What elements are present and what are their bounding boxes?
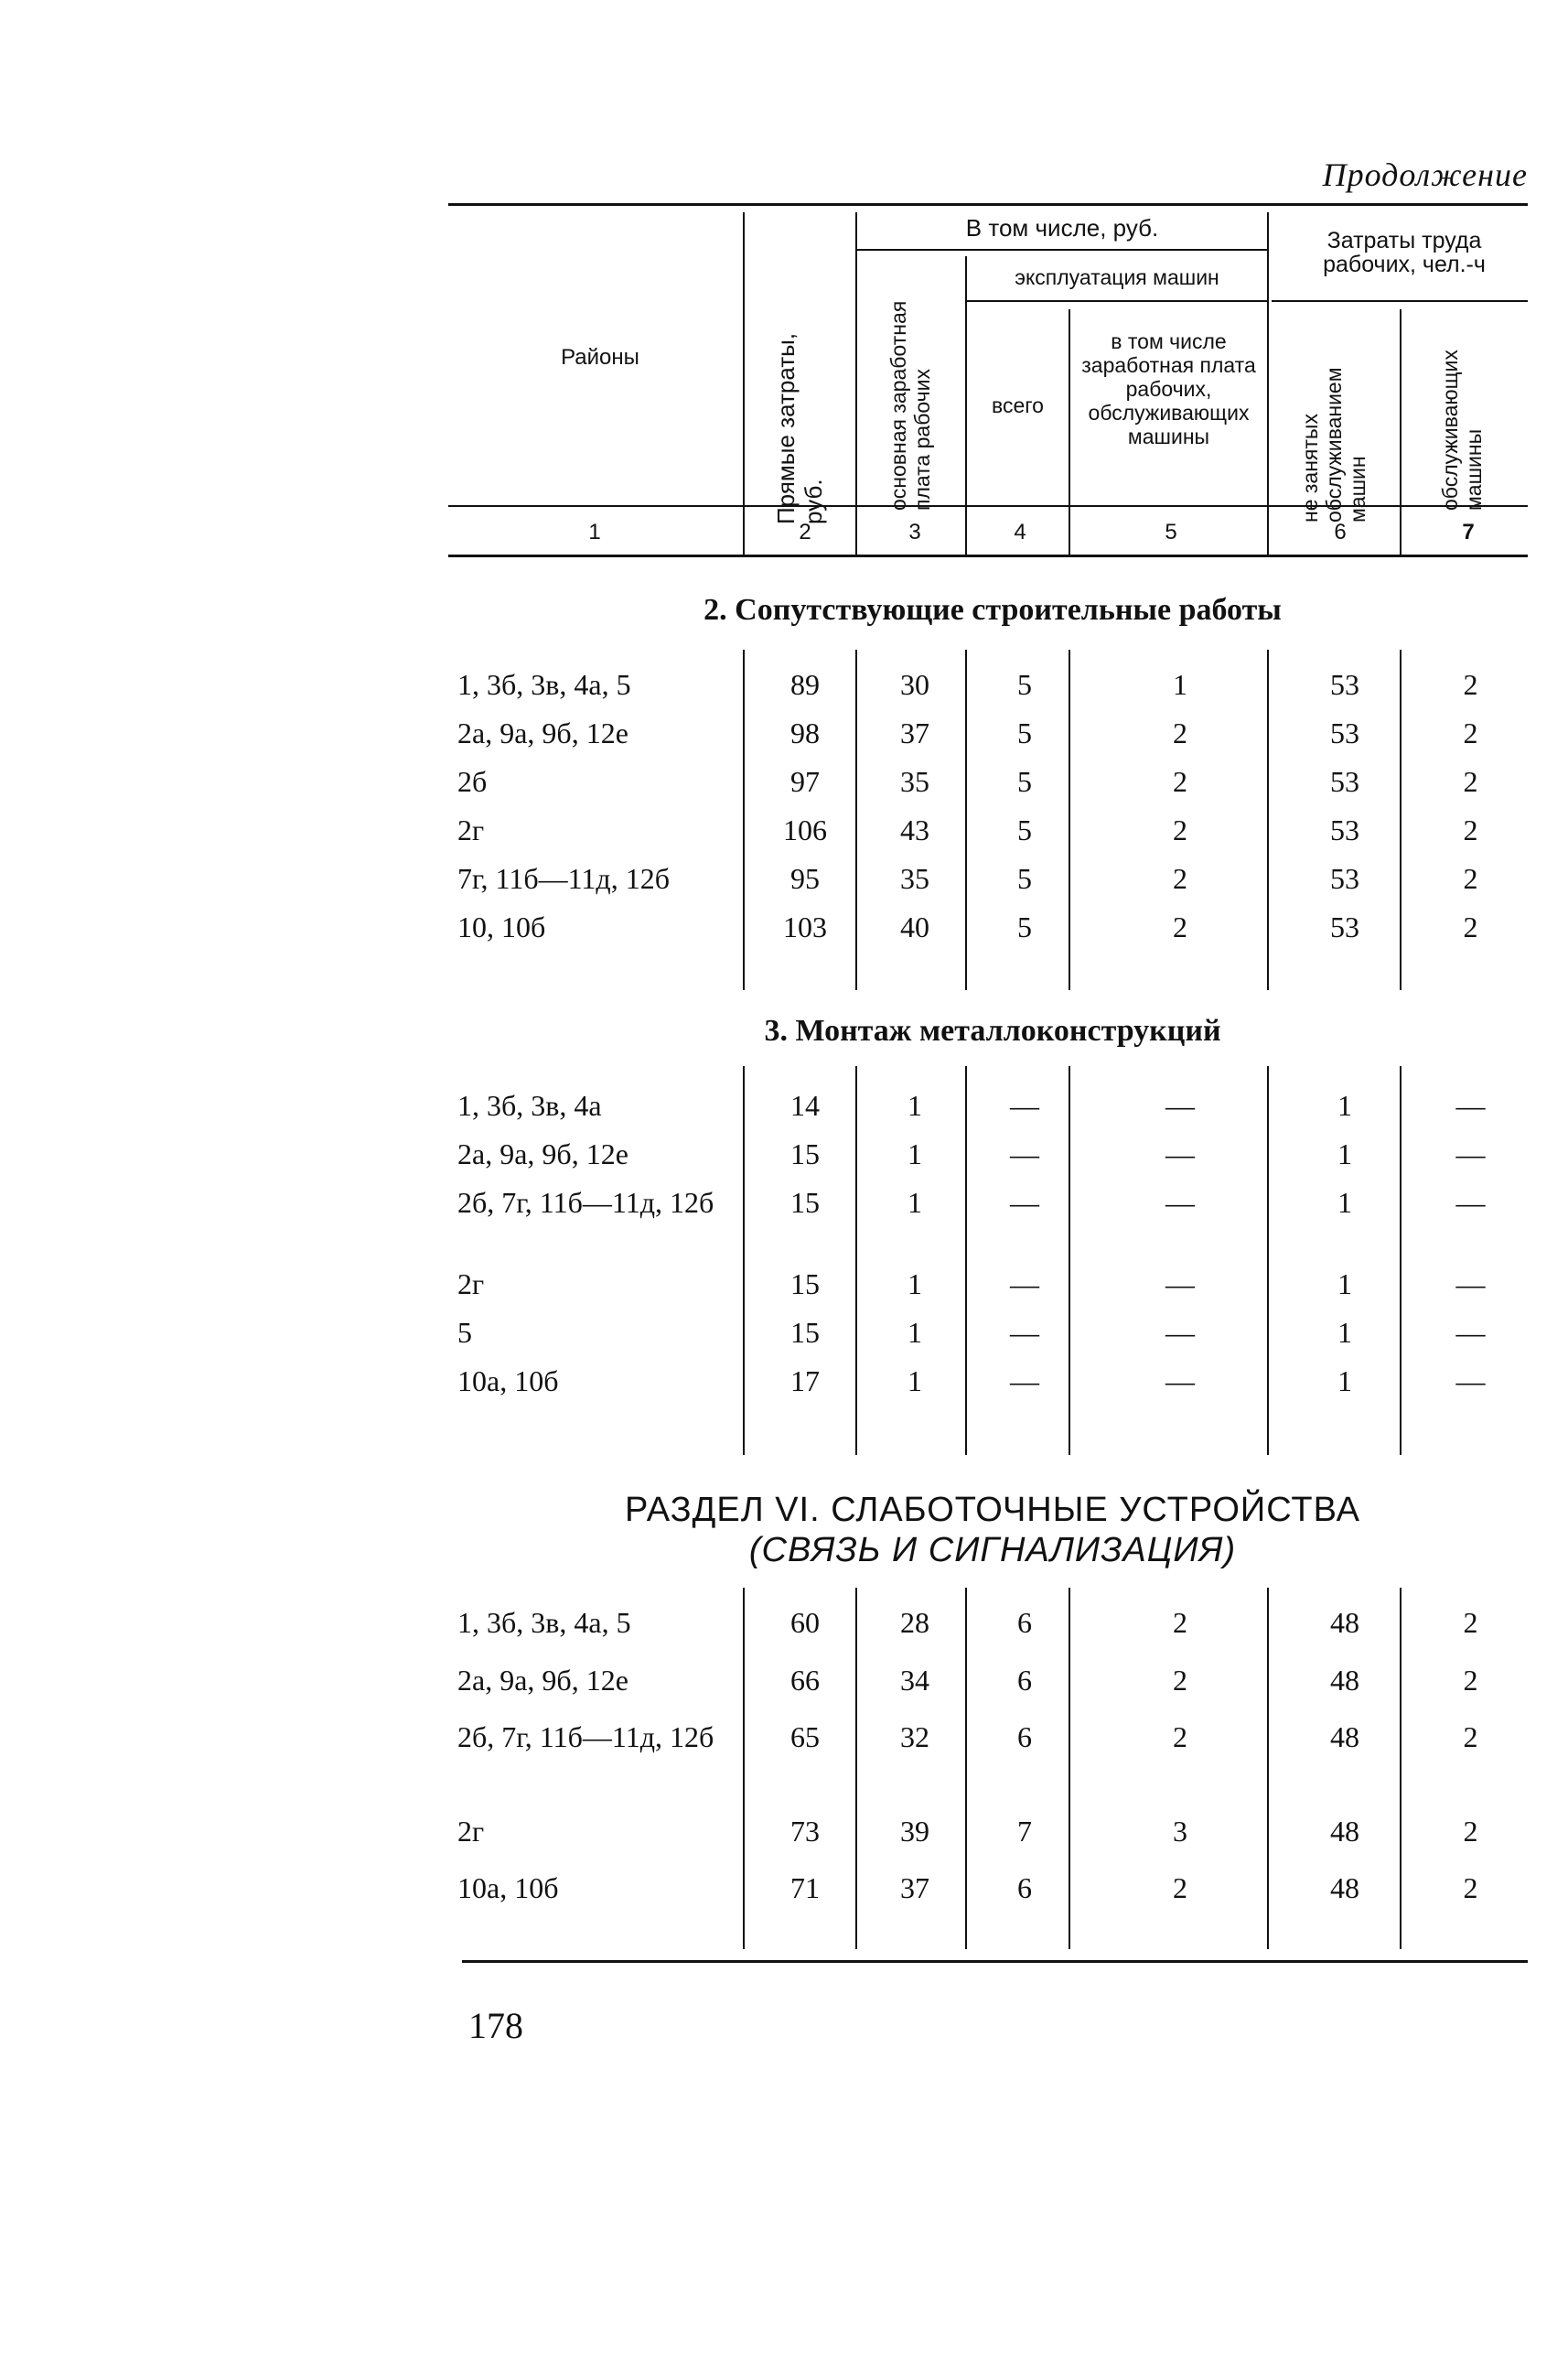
cell-direct-costs: 103 <box>783 911 827 943</box>
cell-labor-other: 1 <box>1337 1316 1352 1349</box>
cell-district: 2а, 9а, 9б, 12е <box>457 717 628 749</box>
cell-base-wages: 1 <box>908 1267 922 1300</box>
cell-labor-machines: — <box>1455 1267 1486 1300</box>
cell-labor-machines: — <box>1455 1364 1486 1397</box>
cell-machine-wages: — <box>1165 1137 1195 1170</box>
hdr-vline-1 <box>743 212 745 555</box>
cell-direct-costs: 71 <box>790 1871 820 1904</box>
cell-labor-machines: — <box>1455 1186 1486 1219</box>
cell-district: 1, 3б, 3в, 4а, 5 <box>457 1606 631 1639</box>
cell-labor-other: 1 <box>1337 1089 1352 1122</box>
cell-direct-costs: 66 <box>790 1664 820 1697</box>
cell-direct-costs: 17 <box>790 1364 820 1397</box>
header-base-wages: основная заработная плата рабочих <box>886 300 934 511</box>
header-rayony: Районы <box>561 345 639 370</box>
cell-base-wages: 39 <box>900 1815 929 1848</box>
cell-machines-total: 6 <box>1017 1720 1032 1753</box>
cell-district: 2б <box>457 765 488 798</box>
table-row <box>0 1137 1568 1185</box>
cell-machines-total: 5 <box>1017 765 1032 798</box>
colnum-5: 5 <box>1165 520 1177 544</box>
cell-base-wages: 35 <box>900 765 929 798</box>
cell-machine-wages: — <box>1165 1316 1195 1349</box>
section-title-2: 2. Сопутствующие строительные работы <box>703 593 1282 627</box>
cell-labor-machines: — <box>1455 1137 1486 1170</box>
cell-machines-total: — <box>1010 1186 1039 1219</box>
table-row <box>0 668 1568 716</box>
section-title-3: 3. Монтаж металлоконструкций <box>764 1014 1221 1048</box>
cell-machines-total: — <box>1010 1267 1039 1300</box>
cell-district: 7г, 11б—11д, 12б <box>457 862 670 895</box>
cell-labor-machines: 2 <box>1463 1664 1478 1697</box>
cell-machine-wages: 2 <box>1173 862 1187 895</box>
cell-labor-machines: 2 <box>1463 911 1478 943</box>
cell-labor-other: 48 <box>1330 1720 1359 1753</box>
cell-labor-other: 1 <box>1337 1267 1352 1300</box>
cell-machine-wages: 2 <box>1173 717 1187 749</box>
cell-labor-other: 48 <box>1330 1815 1359 1848</box>
cell-machines-total: — <box>1010 1364 1039 1397</box>
cell-machine-wages: — <box>1165 1267 1195 1300</box>
header-not-servicing: не занятых обслуживанием машин <box>1298 367 1369 523</box>
cell-labor-other: 53 <box>1330 668 1359 701</box>
cell-district: 2б, 7г, 11б—11д, 12б <box>457 1720 714 1753</box>
cell-labor-other: 53 <box>1330 862 1359 895</box>
cell-machines-total: — <box>1010 1316 1039 1349</box>
cell-labor-other: 53 <box>1330 717 1359 749</box>
colnum-1: 1 <box>588 520 601 544</box>
table-bottom-rule <box>462 1960 1528 1963</box>
cell-direct-costs: 15 <box>790 1316 820 1349</box>
header-total: всего <box>992 393 1044 417</box>
table-row <box>0 1871 1568 1919</box>
cell-direct-costs: 73 <box>790 1815 820 1848</box>
cell-labor-machines: 2 <box>1463 862 1478 895</box>
hdr-vline-5 <box>1267 212 1269 555</box>
cell-base-wages: 37 <box>900 1871 929 1904</box>
cell-machines-total: 6 <box>1017 1664 1032 1697</box>
cell-labor-machines: 2 <box>1463 1606 1478 1639</box>
cell-base-wages: 1 <box>908 1316 922 1349</box>
table-row <box>0 1267 1568 1315</box>
cell-base-wages: 40 <box>900 911 929 943</box>
cell-machines-total: 5 <box>1017 862 1032 895</box>
cell-labor-other: 1 <box>1337 1364 1352 1397</box>
header-servicing: обслуживающих машины <box>1438 350 1486 511</box>
cell-machine-wages: — <box>1165 1186 1195 1219</box>
rub-group-rule <box>855 249 1267 251</box>
cell-direct-costs: 60 <box>790 1606 820 1639</box>
cell-labor-machines: 2 <box>1463 1815 1478 1848</box>
cell-base-wages: 35 <box>900 862 929 895</box>
section-title-6 <box>457 1490 1528 1570</box>
colnum-4: 4 <box>1014 520 1026 544</box>
cell-machines-total: 6 <box>1017 1871 1032 1904</box>
cell-base-wages: 34 <box>900 1664 929 1697</box>
table-row <box>0 911 1568 958</box>
cell-labor-other: 53 <box>1330 765 1359 798</box>
cell-direct-costs: 15 <box>790 1137 820 1170</box>
header-group-labor: Затраты труда рабочих, чел.-ч <box>1323 228 1486 277</box>
cell-machine-wages: 2 <box>1173 765 1187 798</box>
cell-base-wages: 43 <box>900 814 929 846</box>
cell-district: 10, 10б <box>457 911 546 943</box>
continuation-label: Продолжение <box>1322 156 1528 193</box>
cell-machine-wages: 2 <box>1173 1720 1187 1753</box>
hdr-vline-6 <box>1400 309 1402 555</box>
cell-machine-wages: 2 <box>1173 1664 1187 1697</box>
cell-district: 2а, 9а, 9б, 12е <box>457 1664 628 1697</box>
cell-labor-other: 1 <box>1337 1186 1352 1219</box>
table-row <box>0 1316 1568 1363</box>
cell-base-wages: 28 <box>900 1606 929 1639</box>
table-row <box>0 814 1568 861</box>
colnum-6: 6 <box>1334 520 1347 544</box>
cell-labor-machines: 2 <box>1463 1871 1478 1904</box>
cell-machines-total: 5 <box>1017 717 1032 749</box>
cell-direct-costs: 65 <box>790 1720 820 1753</box>
cell-district: 1, 3б, 3в, 4а <box>457 1089 602 1122</box>
cell-district: 10а, 10б <box>457 1871 559 1904</box>
cell-labor-machines: 2 <box>1463 765 1478 798</box>
table-row <box>0 1089 1568 1137</box>
table-row <box>0 1606 1568 1654</box>
cell-direct-costs: 95 <box>790 862 820 895</box>
cell-machines-total: 5 <box>1017 668 1032 701</box>
table-top-rule <box>448 203 1528 206</box>
cell-machine-wages: 2 <box>1173 911 1187 943</box>
cell-machine-wages: — <box>1165 1089 1195 1122</box>
machines-group-rule <box>965 300 1267 302</box>
header-direct-costs: Прямые затраты, руб. <box>772 332 827 524</box>
header-group-rub: В том числе, руб. <box>965 214 1159 242</box>
cell-labor-other: 48 <box>1330 1606 1359 1639</box>
cell-labor-machines: 2 <box>1463 668 1478 701</box>
cell-machine-wages: — <box>1165 1364 1195 1397</box>
cell-base-wages: 30 <box>900 668 929 701</box>
cell-district: 2г <box>457 1267 485 1300</box>
table-row <box>0 1364 1568 1412</box>
cell-base-wages: 1 <box>908 1364 922 1397</box>
colnum-7: 7 <box>1462 520 1475 544</box>
cell-district: 2г <box>457 1815 485 1848</box>
column-numbers-rule <box>448 555 1528 557</box>
cell-base-wages: 1 <box>908 1089 922 1122</box>
cell-labor-other: 53 <box>1330 814 1359 846</box>
cell-machine-wages: 2 <box>1173 1871 1187 1904</box>
cell-base-wages: 1 <box>908 1137 922 1170</box>
cell-district: 1, 3б, 3в, 4а, 5 <box>457 668 631 701</box>
cell-labor-machines: — <box>1455 1089 1486 1122</box>
cell-machine-wages: 2 <box>1173 1606 1187 1639</box>
hdr-vline-4 <box>1069 309 1070 555</box>
cell-direct-costs: 98 <box>790 717 820 749</box>
cell-machines-total: 6 <box>1017 1606 1032 1639</box>
cell-machines-total: 5 <box>1017 814 1032 846</box>
hdr-vline-2 <box>855 212 857 555</box>
cell-base-wages: 1 <box>908 1186 922 1219</box>
table-row <box>0 1664 1568 1711</box>
table-row <box>0 1186 1568 1234</box>
cell-labor-other: 1 <box>1337 1137 1352 1170</box>
labor-group-rule <box>1272 300 1528 302</box>
table-row <box>0 765 1568 813</box>
cell-direct-costs: 106 <box>783 814 827 846</box>
cell-base-wages: 37 <box>900 717 929 749</box>
cell-direct-costs: 15 <box>790 1267 820 1300</box>
cell-direct-costs: 89 <box>790 668 820 701</box>
cell-district: 5 <box>457 1316 472 1349</box>
table-row <box>0 1815 1568 1862</box>
cell-district: 2г <box>457 814 485 846</box>
cell-labor-machines: — <box>1455 1316 1486 1349</box>
table-row <box>0 1720 1568 1768</box>
cell-district: 10а, 10б <box>457 1364 559 1397</box>
cell-direct-costs: 14 <box>790 1089 820 1122</box>
colnum-2: 2 <box>799 520 811 544</box>
cell-labor-machines: 2 <box>1463 1720 1478 1753</box>
cell-direct-costs: 97 <box>790 765 820 798</box>
cell-district: 2а, 9а, 9б, 12е <box>457 1137 628 1170</box>
cell-machine-wages: 1 <box>1173 668 1187 701</box>
cell-machines-total: 5 <box>1017 911 1032 943</box>
cell-labor-machines: 2 <box>1463 814 1478 846</box>
colnum-3: 3 <box>908 520 921 544</box>
table-row <box>0 717 1568 764</box>
cell-base-wages: 32 <box>900 1720 929 1753</box>
cell-direct-costs: 15 <box>790 1186 820 1219</box>
cell-district: 2б, 7г, 11б—11д, 12б <box>457 1186 714 1219</box>
header-group-machines: эксплуатация машин <box>1015 265 1219 289</box>
cell-machines-total: — <box>1010 1137 1039 1170</box>
cell-machines-total: — <box>1010 1089 1039 1122</box>
header-machine-wages: в том числе заработная плата рабочих, обслуживающих машины <box>1081 329 1256 448</box>
cell-labor-machines: 2 <box>1463 717 1478 749</box>
cell-labor-other: 48 <box>1330 1664 1359 1697</box>
cell-labor-other: 48 <box>1330 1871 1359 1904</box>
page-number: 178 <box>468 2005 523 2046</box>
section-title-6-line2: (СВЯЗЬ И СИГНАЛИЗАЦИЯ) <box>748 1531 1237 1569</box>
cell-machines-total: 7 <box>1017 1815 1032 1848</box>
cell-machine-wages: 3 <box>1173 1815 1187 1848</box>
cell-labor-other: 53 <box>1330 911 1359 943</box>
section-title-6-line1: РАЗДЕЛ VI. СЛАБОТОЧНЫЕ УСТРОЙСТВА <box>624 1491 1361 1529</box>
table-row <box>0 862 1568 910</box>
cell-machine-wages: 2 <box>1173 814 1187 846</box>
